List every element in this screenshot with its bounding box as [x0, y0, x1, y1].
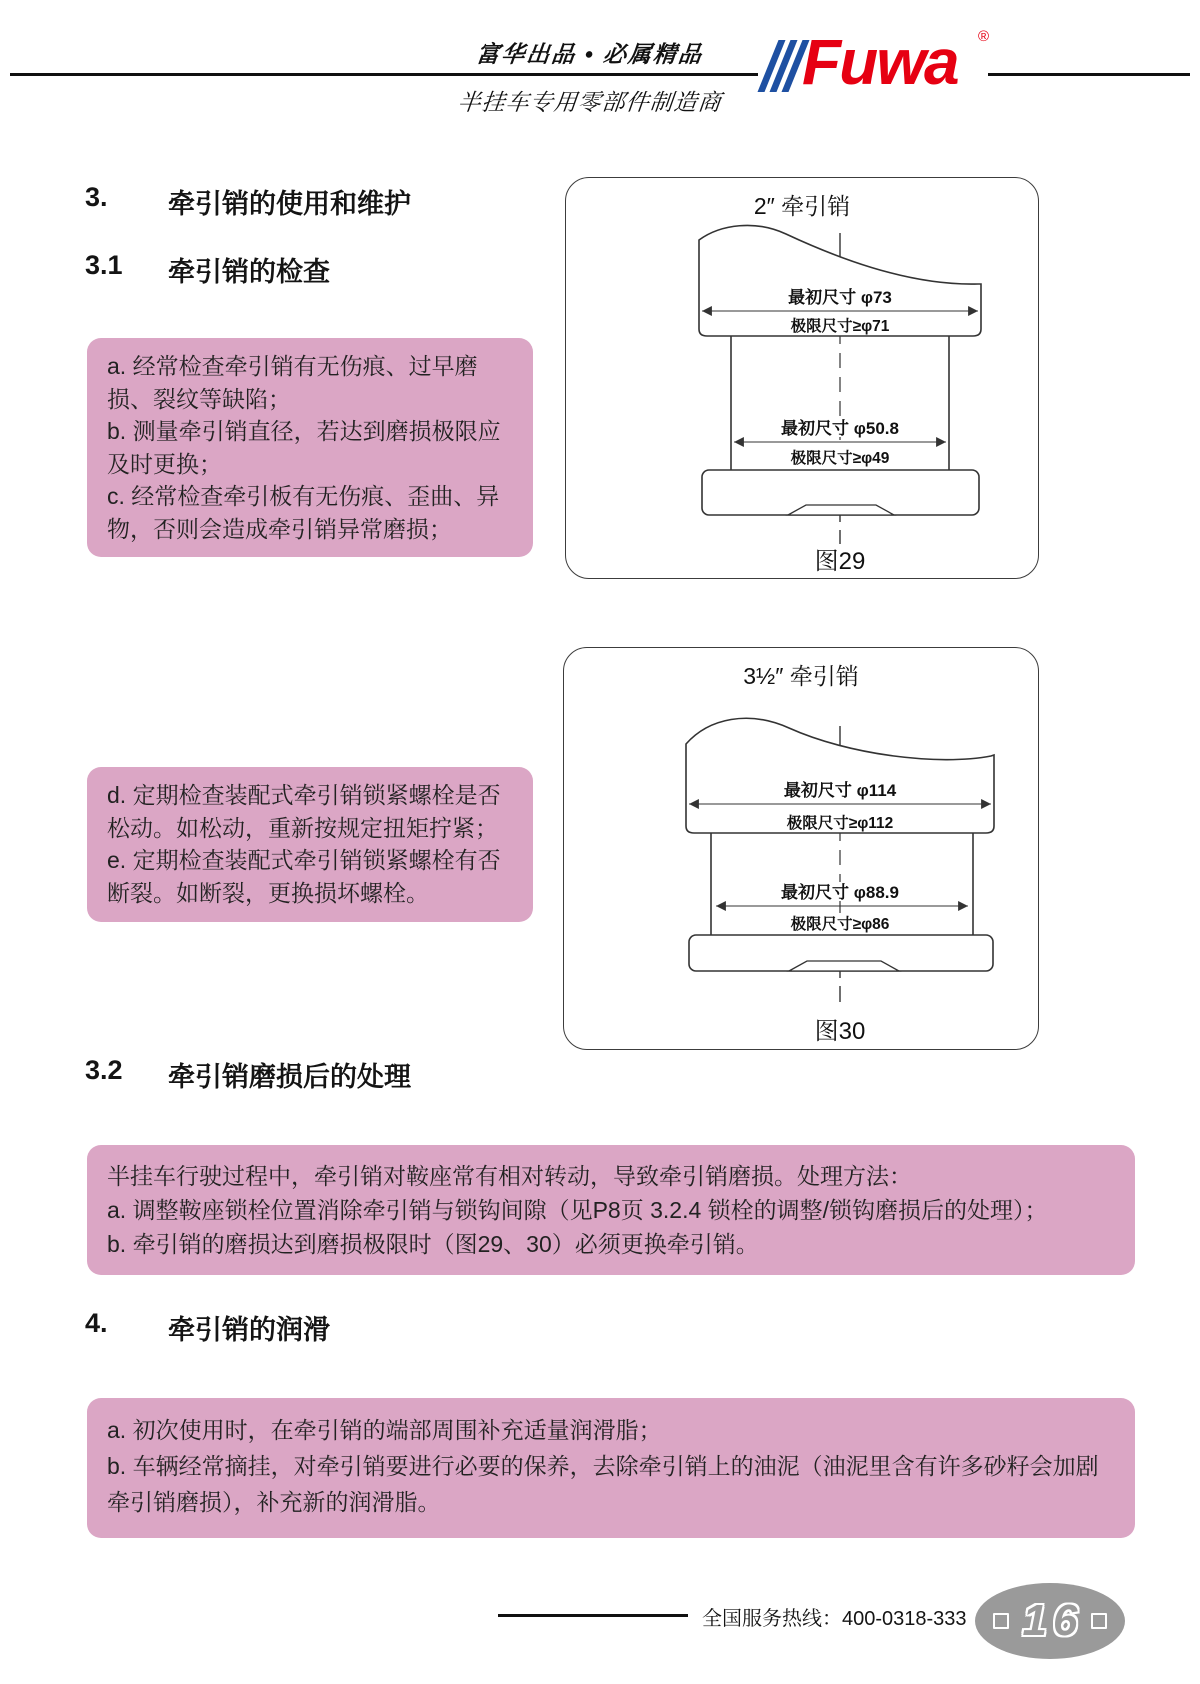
figure-caption: 图30 — [814, 1018, 866, 1045]
inspection-note-box — [87, 338, 533, 557]
dimension-label: 最初尺寸 φ73 — [788, 288, 892, 307]
note-line: c. 经常检查牵引板有无伤痕、歪曲、异物，否则会造成牵引销异常磨损； — [107, 483, 500, 542]
note-line: 半挂车行驶过程中，牵引销对鞍座常有相对转动，导致牵引销磨损。处理方法： — [107, 1163, 912, 1189]
flange-notch — [789, 961, 899, 971]
service-hotline: 全国服务热线：400-0318-333 — [702, 1608, 967, 1630]
logo-stripes-icon — [768, 40, 799, 92]
note-line: a. 经常检查牵引销有无伤痕、过早磨损、裂纹等缺陷； — [107, 353, 478, 412]
section-heading-3-1 — [85, 250, 330, 289]
section-title: 牵引销的润滑 — [168, 1315, 330, 1345]
header-slogan: 富华出品 • 必属精品 — [475, 41, 705, 67]
flange-notch — [788, 505, 894, 515]
kingpin-3half-in-diagram — [564, 648, 1038, 1049]
note-line: d. 定期检查装配式牵引销锁紧螺栓是否松动。如松动，重新按规定扭矩拧紧； — [107, 782, 501, 841]
note-line: a. 初次使用时，在牵引销的端部周围补充适量润滑脂； — [107, 1417, 662, 1443]
badge-square-icon — [1091, 1613, 1107, 1629]
dimension-label: 极限尺寸≥φ71 — [790, 318, 890, 335]
header-subtitle: 半挂车专用零部件制造商 — [456, 89, 724, 115]
dimension-label: 最初尺寸 φ50.8 — [781, 419, 899, 438]
section-heading-4 — [85, 1308, 330, 1347]
page-number-badge — [975, 1583, 1125, 1659]
section-title: 牵引销磨损后的处理 — [168, 1062, 411, 1092]
lubrication-note-box — [87, 1398, 1135, 1538]
footer-rule — [498, 1614, 688, 1617]
dimension-label: 最初尺寸 φ88.9 — [781, 883, 899, 902]
section-title: 牵引销的使用和维护 — [168, 189, 411, 219]
figure-29-panel — [565, 177, 1039, 579]
section-number: 3. — [85, 182, 108, 212]
figure-title: 2″ 牵引销 — [753, 193, 851, 219]
section-heading-3-2 — [85, 1055, 411, 1094]
fuwa-logo — [768, 26, 989, 104]
header-rule-right — [988, 73, 1190, 76]
note-line: b. 车辆经常摘挂，对牵引销要进行必要的保养，去除牵引销上的油泥（油泥里含有许多砂籽会加剧牵引销磨损），补充新的润滑脂。 — [107, 1453, 1099, 1515]
logo-wordmark: Fuwa — [802, 26, 958, 98]
figure-title: 3½″ 牵引销 — [743, 663, 859, 689]
dimension-label: 极限尺寸≥φ49 — [790, 450, 890, 467]
dimension-label: 极限尺寸≥φ112 — [786, 815, 894, 832]
note-line: a. 调整鞍座锁栓位置消除牵引销与锁钩间隙（见P8页 3.2.4 锁栓的调整/锁钩磨损后的处理）； — [107, 1197, 1048, 1223]
kingpin-2in-diagram — [566, 178, 1038, 578]
note-line: b. 测量牵引销直径，若达到磨损极限应及时更换； — [107, 418, 501, 477]
header-rule-left — [10, 73, 758, 76]
wear-treatment-note-box — [87, 1145, 1135, 1275]
note-line: e. 定期检查装配式牵引销锁紧螺栓有否断裂。如断裂，更换损坏螺栓。 — [107, 847, 501, 906]
section-number: 3.2 — [85, 1055, 123, 1085]
badge-square-icon — [993, 1613, 1009, 1629]
registered-trademark-icon: ® — [977, 28, 989, 45]
section-heading-3 — [85, 182, 411, 221]
dimension-label: 最初尺寸 φ114 — [783, 781, 897, 800]
bolt-check-note-box — [87, 767, 533, 922]
figure-30-panel — [563, 647, 1039, 1050]
figure-caption: 图29 — [814, 548, 866, 575]
section-number: 4. — [85, 1308, 108, 1338]
dimension-label: 极限尺寸≥φ86 — [790, 916, 890, 933]
note-line: b. 牵引销的磨损达到磨损极限时（图29、30）必须更换牵引销。 — [107, 1231, 759, 1257]
section-title: 牵引销的检查 — [168, 257, 330, 287]
section-number: 3.1 — [85, 250, 123, 280]
page-number: 16 — [1022, 1596, 1084, 1645]
